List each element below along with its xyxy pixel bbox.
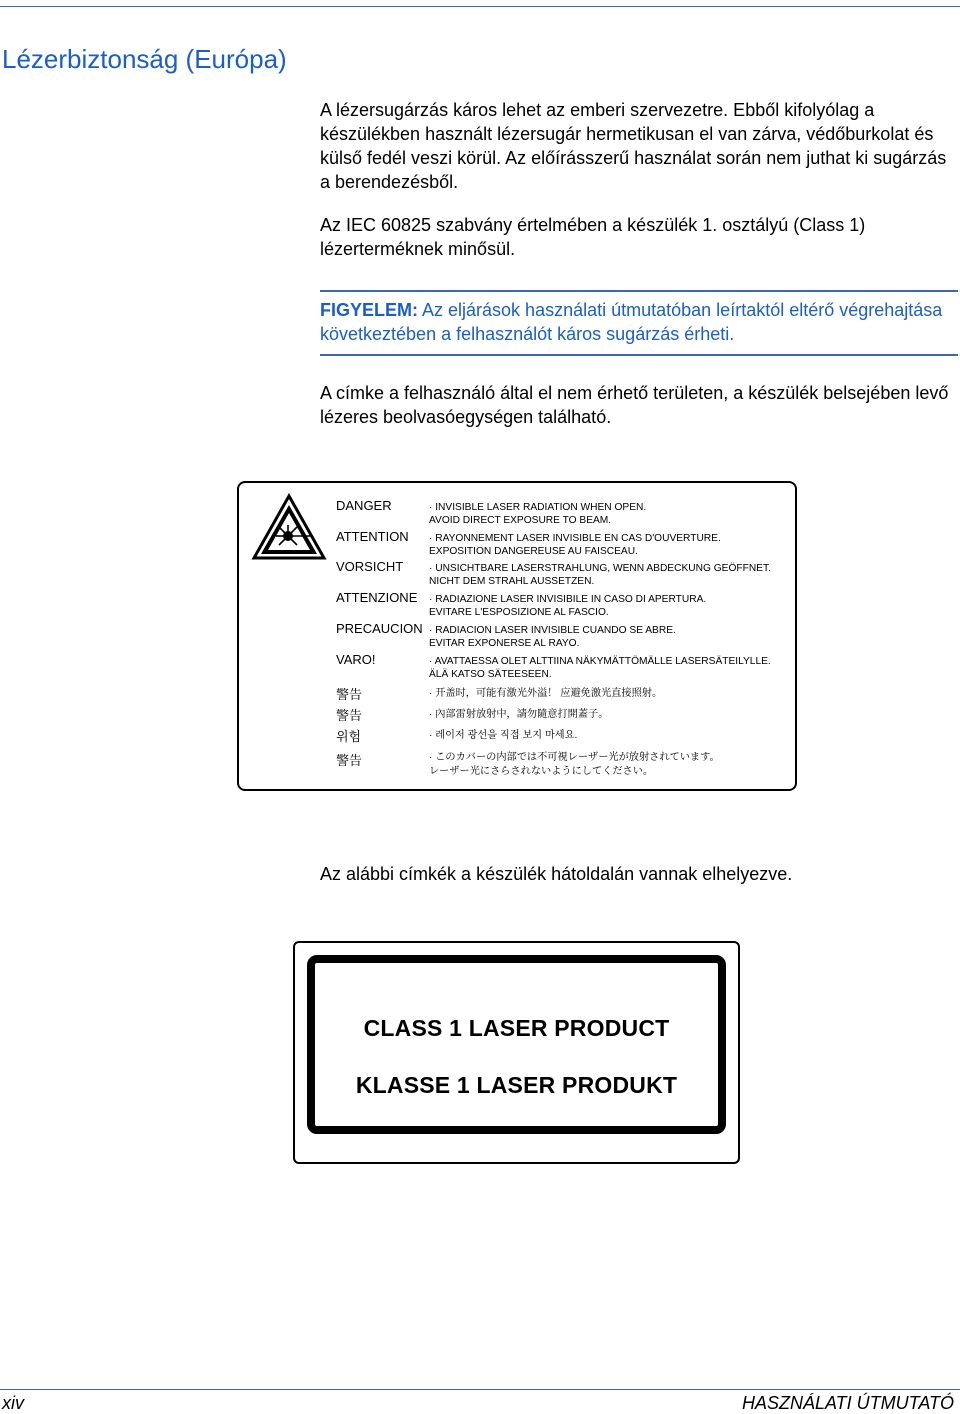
- laser-hazard-icon: [251, 493, 327, 561]
- warning-text-line: EVITARE L'ESPOSIZIONE AL FASCIO.: [429, 607, 609, 618]
- intro-paragraph: A lézersugárzás káros lehet az emberi szervezetre. Ebből kifolyólag a készülékben használt lézersugár hermetikusan el van zárva, védőburkolat és külső fedél veszi körül. Az előírásszerű használat során nem juthat ki sugárzás a berendezésből.: [320, 100, 947, 192]
- warning-text: [320, 298, 958, 346]
- warning-text-line: ÄLÄ KATSO SÄTEESEEN.: [429, 669, 552, 680]
- warning-text-line: AVOID DIRECT EXPOSURE TO BEAM.: [429, 515, 612, 526]
- warning-word: DANGER: [336, 498, 392, 513]
- warning-word: VORSICHT: [336, 559, 404, 574]
- label-location-paragraph: A címke a felhasználó által el nem érhető területen, a készülék belsejében levő lézeres beolvasóegységen található.: [320, 383, 949, 427]
- class-label-line-german: KLASSE 1 LASER PRODUKT: [355, 1072, 678, 1098]
- footer-page-number: xiv: [2, 1393, 24, 1413]
- laser-warning-label: [237, 481, 797, 791]
- warning-word: 警告: [336, 687, 363, 702]
- warning-text-line: · RADIACION LASER INVISIBLE CUANDO SE ABRE.: [429, 625, 676, 636]
- warning-word: ATTENZIONE: [336, 590, 418, 605]
- warning-text-line: EXPOSITION DANGEREUSE AU FAISCEAU.: [429, 546, 638, 557]
- class-1-laser-label: [293, 941, 740, 1164]
- warning-word: 警告: [336, 753, 363, 768]
- class-label-frame: [307, 955, 726, 1134]
- top-rule: [0, 6, 960, 7]
- warning-text-line: · INVISIBLE LASER RADIATION WHEN OPEN.: [429, 502, 647, 513]
- warning-text-line: · 內部雷射放射中，請勿隨意打開蓋子。: [429, 709, 609, 720]
- warning-word: VARO!: [336, 652, 376, 667]
- page-title: Lézerbiztonság (Európa): [2, 44, 287, 74]
- warning-text-line: · 开盖时，可能有激光外溢！ 应避免激光直接照射。: [429, 688, 663, 699]
- warning-body: Az eljárások használati útmutatóban leírtaktól eltérő végrehajtása következtében a felhasználót káros sugárzás érheti.: [320, 300, 943, 344]
- warning-text-line: · 레이저 광선을 직접 보지 마세요.: [429, 730, 578, 741]
- bottom-rule: [0, 1389, 960, 1390]
- warning-word: PRECAUCION: [336, 621, 423, 636]
- rear-labels-paragraph: Az alábbi címkék a készülék hátoldalán vannak elhelyezve.: [320, 864, 793, 884]
- warning-word: 警告: [336, 708, 363, 723]
- warning-text-line: NICHT DEM STRAHL AUSSETZEN.: [429, 576, 595, 587]
- warning-text-line: · UNSICHTBARE LASERSTRAHLUNG, WENN ABDECKUNG GEÖFFNET.: [429, 563, 771, 574]
- warning-text-line: · このカバーの内部では不可視レーザー光が放射されています。: [429, 752, 720, 763]
- warning-word: 위험: [336, 729, 362, 744]
- iec-paragraph: Az IEC 60825 szabvány értelmében a készülék 1. osztályú (Class 1) lézerterméknek minősül.: [320, 215, 866, 259]
- warning-text-line: · AVATTAESSA OLET ALTTIINA NÄKYMÄTTÖMÄLLE LASERSÄTEILYLLE.: [429, 656, 771, 667]
- warning-label: FIGYELEM:: [320, 300, 418, 320]
- warning-word: ATTENTION: [336, 529, 409, 544]
- warning-text-line: レーザー光にさらされないようにしてください。: [429, 766, 654, 777]
- class-label-line-english: CLASS 1 LASER PRODUCT: [363, 1015, 670, 1041]
- warning-text-line: EVITAR EXPONERSE AL RAYO.: [429, 638, 580, 649]
- warning-text-line: · RADIAZIONE LASER INVISIBILE IN CASO DI APERTURA.: [429, 594, 707, 605]
- warning-text-line: · RAYONNEMENT LASER INVISIBLE EN CAS D'OUVERTURE.: [429, 533, 721, 544]
- footer-manual-title: HASZNÁLATI ÚTMUTATÓ: [741, 1393, 954, 1413]
- warning-box: [320, 290, 958, 356]
